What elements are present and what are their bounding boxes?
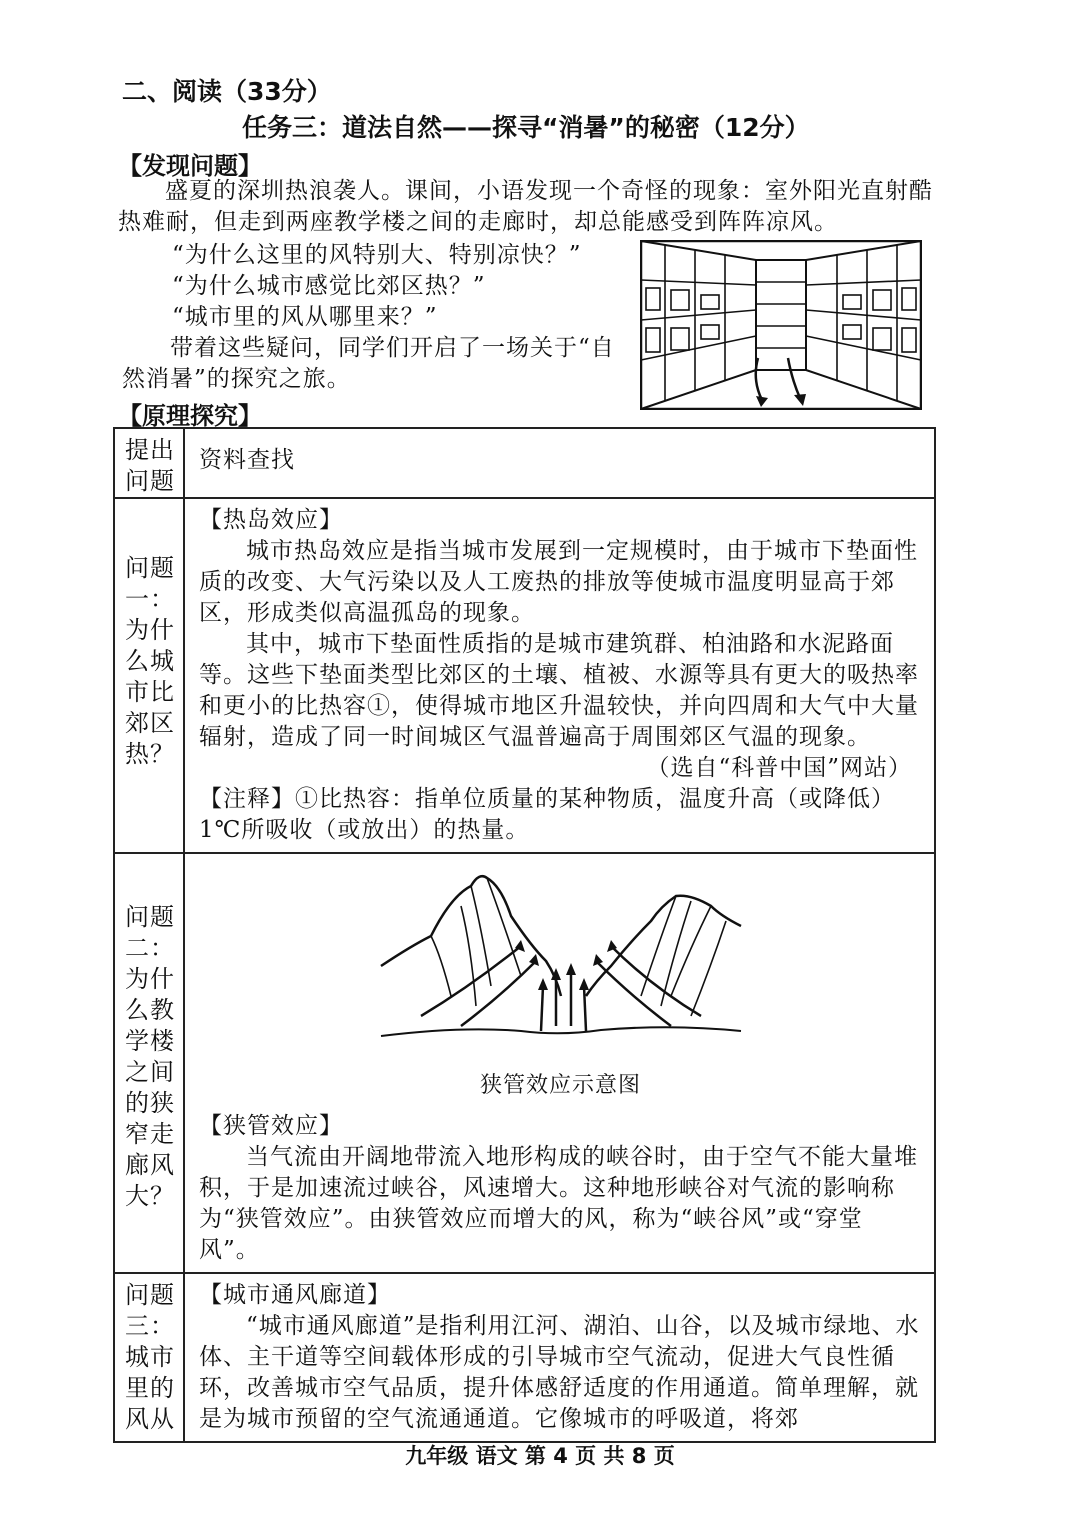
- carry-paragraph: 带着这些疑问，同学们开启了一场关于“自然消暑”的探究之旅。: [122, 335, 615, 392]
- question-two-content: [184, 853, 935, 1273]
- header-research: 资料查找: [184, 428, 935, 498]
- research-table: [113, 427, 936, 1443]
- task-title: 任务三：道法自然——探寻“消暑”的秘密（12分）: [242, 113, 810, 142]
- source-citation: （选自“科普中国”网站）: [646, 755, 912, 781]
- heat-island-paragraph-1: 城市热岛效应是指当城市发展到一定规模时，由于城市下垫面性质的改变、大气污染以及人工废热的排放等使城市温度明显高于郊区，形成类似高温孤岛的现象。: [199, 538, 918, 626]
- page-footer: 九年级 语文 第 4 页 共 8 页: [405, 1444, 675, 1468]
- ventilation-paragraph: “城市通风廊道”是指利用江河、湖泊、山谷，以及城市绿地、水体、主干道等空间载体形成的引导城市空气流动，促进大气良性循环，改善城市空气品质，提升体感舒适度的作用通道。简单理解，就是为城市预留的空气流通通道。它像城市的呼吸道，将郊: [199, 1313, 920, 1432]
- table-row: [114, 853, 935, 1273]
- header-ask-question: 提出问题: [114, 428, 184, 498]
- question-item: “为什么这里的风特别大、特别凉快？”: [172, 242, 582, 268]
- discover-heading: 【发现问题】: [118, 152, 262, 180]
- question-one-label: 问题一：为什么城市比郊区热？: [114, 498, 184, 853]
- table-header-row: [114, 428, 935, 498]
- intro-text: 盛夏的深圳热浪袭人。课间，小语发现一个奇怪的现象：室外阳光直射酷热难耐，但走到两座教学楼之间的走廊时，却总能感受到阵阵凉风。: [118, 178, 933, 235]
- intro-paragraph: [118, 176, 933, 238]
- question-item: “城市里的风从哪里来？”: [172, 304, 438, 330]
- question-item: “为什么城市感觉比郊区热？”: [172, 273, 486, 299]
- venturi-heading: 【狭管效应】: [199, 1113, 343, 1139]
- heat-island-paragraph-2: 其中，城市下垫面性质指的是城市建筑群、柏油路和水泥路面等。这些下垫面类型比郊区的土壤、植被、水源等具有更大的吸热率和更小的比热容①，使得城市地区升温较快，并向四周和大气中大量辐射，造成了同一时间城区气温普遍高于周围郊区气温的现象。: [199, 631, 919, 750]
- footnote: 【注释】①比热容：指单位质量的某种物质，温度升高（或降低）1℃所吸收（或放出）的热量。: [199, 786, 895, 843]
- diagram-caption: 狭管效应示意图: [479, 1073, 641, 1098]
- section-title: 二、阅读（33分）: [122, 77, 332, 106]
- venturi-paragraph: 当气流由开阔地带流入地形构成的峡谷时，由于空气不能大量堆积，于是加速流过峡谷，风速增大。这种地形峡谷对气流的影响称为“狭管效应”。由狭管效应而增大的风，称为“峡谷风”或“穿堂风”。: [199, 1144, 918, 1263]
- heat-island-heading: 【热岛效应】: [199, 507, 343, 533]
- table-row: [114, 1273, 935, 1442]
- question-list: [172, 240, 632, 333]
- corridor-illustration: [640, 240, 922, 410]
- question-three-content: [184, 1273, 935, 1442]
- table-row: [114, 498, 935, 853]
- canyon-diagram: [371, 866, 751, 1066]
- principle-heading: 【原理探究】: [118, 402, 262, 430]
- question-three-label: 问题三：城市里的风从: [114, 1273, 184, 1442]
- question-one-content: [184, 498, 935, 853]
- ventilation-heading: 【城市通风廊道】: [199, 1282, 391, 1308]
- question-two-label: 问题二：为什么教学楼之间的狭窄走廊风大？: [114, 853, 184, 1273]
